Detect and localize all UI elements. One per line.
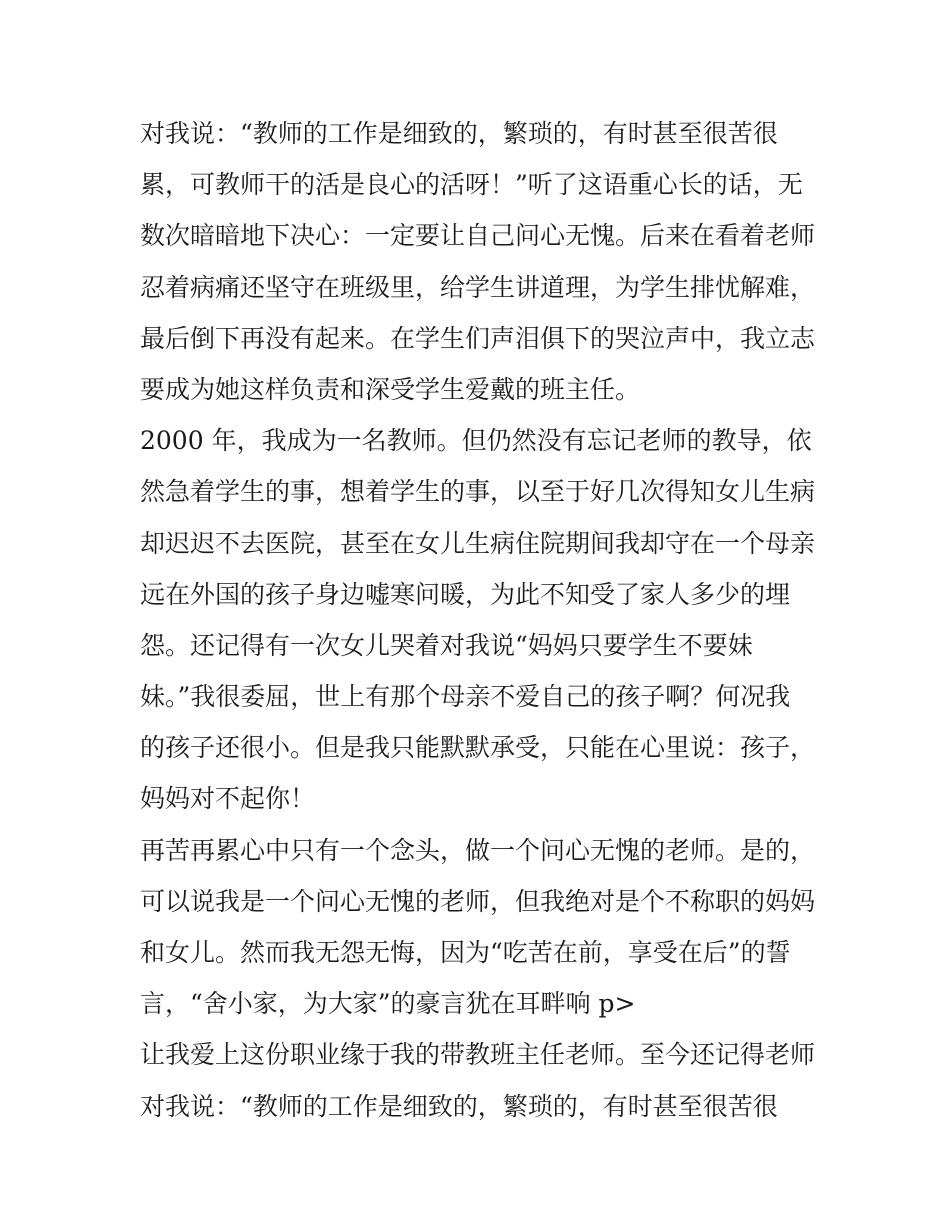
text-line-13: 的孩子还很小。但是我只能默默承受，只能在心里说：孩子，: [140, 733, 816, 763]
text-line-1: 对我说：“教师的工作是细致的，繁琐的，有时甚至很苦很: [140, 119, 778, 148]
text-line-6: 要成为她这样负责和深受学生爱戴的班主任。: [140, 374, 641, 404]
text-line-19: 让我爱上这份职业缘于我的带教班主任老师。至今还记得老师: [140, 1040, 816, 1070]
text-line-17: 和女儿。然而我无怨无悔，因为“吃苦在前，享受在后”的誓: [140, 938, 791, 967]
text-line-2: 累，可教师干的活是良心的活呀！”听了这语重心长的话，无: [140, 170, 803, 200]
text-line-16: 可以说我是一个问心无愧的老师，但我绝对是个不称职的妈妈: [140, 886, 816, 916]
text-line-11: 怨。还记得有一次女儿哭着对我说“妈妈只要学生不要妹: [140, 630, 753, 660]
text-line-15: 再苦再累心中只有一个念头，做一个问心无愧的老师。是的，: [140, 835, 816, 865]
text-line-5: 最后倒下再没有起来。在学生们声泪俱下的哭泣声中，我立志: [140, 323, 816, 353]
text-line-9: 却迟迟不去医院，甚至在女儿生病住院期间我却守在一个母亲: [140, 528, 816, 558]
text-line-3: 数次暗暗地下决心：一定要让自己问心无愧。后来在看着老师: [140, 221, 816, 251]
body-text: [140, 108, 830, 1132]
text-line-8: 然急着学生的事，想着学生的事，以至于好几次得知女儿生病: [140, 477, 816, 507]
text-line-12: 妹。”我很委屈，世上有那个母亲不爱自己的孩子啊？何况我: [140, 682, 791, 712]
text-line-14: 妈妈对不起你！: [140, 784, 316, 814]
text-line-20: 对我说：“教师的工作是细致的，繁琐的，有时甚至很苦很: [140, 1091, 778, 1121]
text-line-10: 远在外国的孩子身边嘘寒问暖，为此不知受了家人多少的埋: [140, 579, 791, 609]
text-line-18: 言，“舍小家，为大家”的豪言犹在耳畔响 p>: [140, 989, 636, 1019]
text-line-7: 2000 年，我成为一名教师。但仍然没有忘记老师的教导，依: [140, 426, 812, 456]
text-line-4: 忍着病痛还坚守在班级里，给学生讲道理，为学生排忧解难，: [140, 272, 816, 302]
